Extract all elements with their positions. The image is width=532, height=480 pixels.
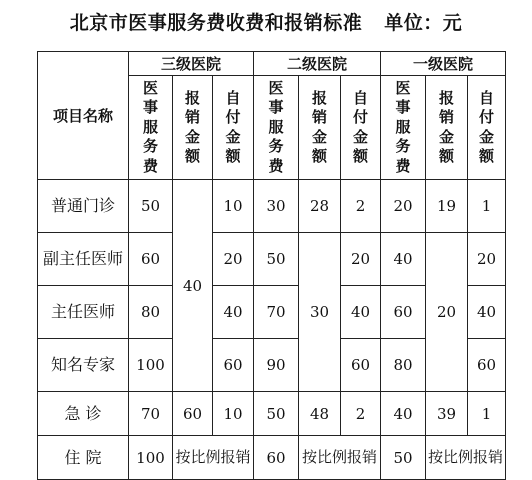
- cell: 40: [381, 233, 426, 286]
- cell: 60: [129, 233, 173, 286]
- table-row: [38, 180, 506, 233]
- level-2-header: 二级医院: [254, 52, 381, 76]
- header-row-levels: [38, 52, 506, 76]
- cell: 40: [468, 286, 506, 339]
- l2-self-header: 自付金额: [352, 88, 368, 165]
- l2-reimb-merged: 30: [299, 233, 341, 392]
- title-text: 北京市医事服务费收费和报销标准: [69, 12, 363, 34]
- row-name: 急 诊: [38, 392, 129, 436]
- l2-fee-header: 医事服务费: [268, 78, 284, 175]
- cell: 60: [381, 286, 426, 339]
- l3-self-header: 自付金额: [225, 88, 241, 165]
- cell: 20: [341, 233, 381, 286]
- item-name-header: 项目名称: [38, 52, 129, 180]
- cell: 40: [341, 286, 381, 339]
- cell: 70: [129, 392, 173, 436]
- cell: 60: [341, 339, 381, 392]
- cell: 20: [468, 233, 506, 286]
- cell: 100: [129, 436, 173, 480]
- cell: 60: [173, 392, 213, 436]
- cell: 20: [381, 180, 426, 233]
- level-1-header: 一级医院: [381, 52, 506, 76]
- l1-reimb-merged: 20: [426, 233, 468, 392]
- cell: 70: [254, 286, 299, 339]
- cell: 20: [213, 233, 254, 286]
- cell: 2: [341, 392, 381, 436]
- cell: 60: [468, 339, 506, 392]
- cell: 19: [426, 180, 468, 233]
- l1-self-header: 自付金额: [478, 88, 494, 165]
- fee-table: [37, 51, 506, 480]
- cell: 60: [213, 339, 254, 392]
- cell: 39: [426, 392, 468, 436]
- cell: 28: [299, 180, 341, 233]
- row-name: 住 院: [38, 436, 129, 480]
- row-name: 知名专家: [38, 339, 129, 392]
- cell: 50: [129, 180, 173, 233]
- l1-reimb-header: 报销金额: [438, 88, 454, 165]
- cell: 10: [213, 392, 254, 436]
- cell: 50: [381, 436, 426, 480]
- l3-reimb-merged: 40: [173, 180, 213, 392]
- cell: 1: [468, 392, 506, 436]
- cell: 50: [254, 233, 299, 286]
- row-name: 副主任医师: [38, 233, 129, 286]
- row-name: 普通门诊: [38, 180, 129, 233]
- cell: 2: [341, 180, 381, 233]
- page-title: [0, 8, 532, 35]
- level-3-header: 三级医院: [129, 52, 254, 76]
- cell: 10: [213, 180, 254, 233]
- cell: 1: [468, 180, 506, 233]
- row-name: 主任医师: [38, 286, 129, 339]
- cell: 80: [381, 339, 426, 392]
- l3-reimb-header: 报销金额: [184, 88, 200, 165]
- l1-proportional: 按比例报销: [426, 436, 506, 480]
- l1-fee-header: 医事服务费: [395, 78, 411, 175]
- l2-reimb-header: 报销金额: [311, 88, 327, 165]
- cell: 80: [129, 286, 173, 339]
- l2-proportional: 按比例报销: [299, 436, 381, 480]
- cell: 90: [254, 339, 299, 392]
- cell: 40: [381, 392, 426, 436]
- cell: 30: [254, 180, 299, 233]
- cell: 50: [254, 392, 299, 436]
- table-row: [38, 392, 506, 436]
- unit-label: 单位：元: [384, 12, 463, 34]
- l3-fee-header: 医事服务费: [142, 78, 158, 175]
- table-row: [38, 233, 506, 286]
- cell: 48: [299, 392, 341, 436]
- cell: 60: [254, 436, 299, 480]
- cell: 100: [129, 339, 173, 392]
- cell: 40: [213, 286, 254, 339]
- l3-proportional: 按比例报销: [173, 436, 254, 480]
- table-row: [38, 436, 506, 480]
